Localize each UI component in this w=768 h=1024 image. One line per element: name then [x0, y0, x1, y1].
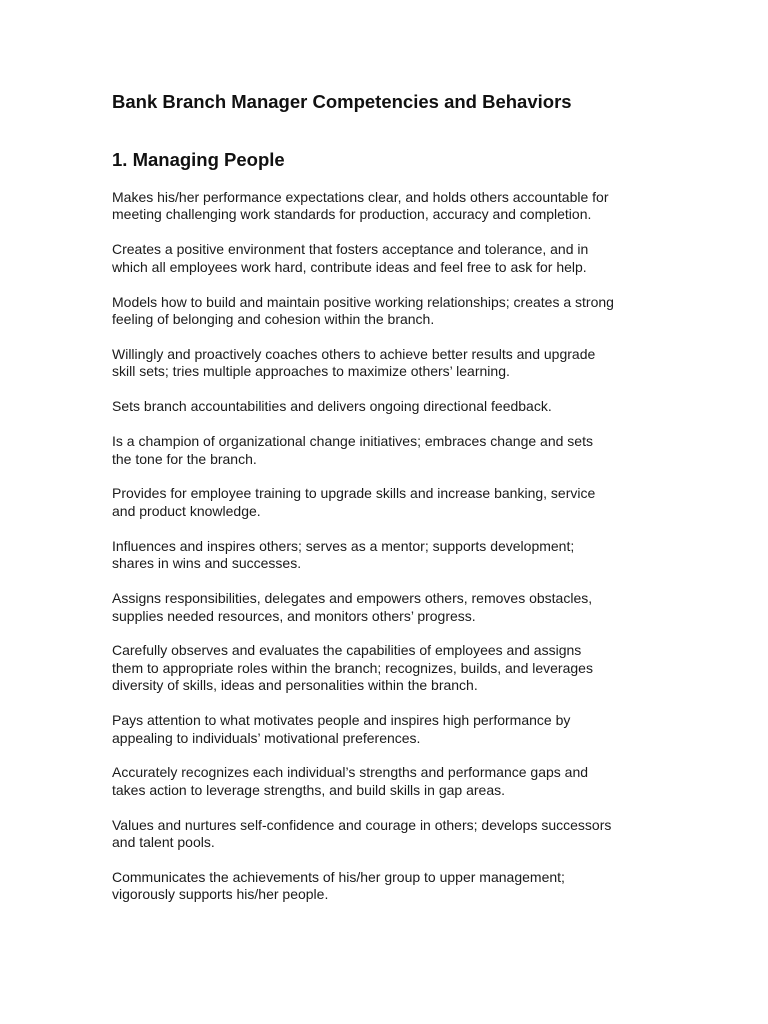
paragraph-list [112, 189, 672, 904]
paragraph: Influences and inspires others; serves as a mentor; supports development; shares in wins and successes. [112, 537, 575, 572]
paragraph: Makes his/her performance expectations clear, and holds others accountable for meeting challenging work standards for production, accuracy and completion. [112, 189, 609, 223]
paragraph: Willingly and proactively coaches others to achieve better results and upgrade skill sets; tries multiple approaches to maximize others’ learning. [112, 345, 596, 380]
paragraph: Communicates the achievements of his/her group to upper management; vigorously supports his/her people. [112, 869, 565, 903]
paragraph: Assigns responsibilities, delegates and empowers others, removes obstacles, supplies needed resources, and monitors others’ progress. [112, 590, 593, 624]
paragraph: Accurately recognizes each individual’s strengths and performance gaps and takes action to leverage strengths, and build skills in gap areas. [112, 764, 589, 798]
paragraph: Sets branch accountabilities and delivers ongoing directional feedback. [112, 398, 552, 415]
paragraph: Creates a positive environment that fosters acceptance and tolerance, and in which all employees work hard, contribute ideas and feel free to ask for help. [112, 241, 589, 275]
document-page [112, 90, 672, 921]
paragraph: Pays attention to what motivates people and inspires high performance by appealing to individuals’ motivational preferences. [112, 712, 571, 746]
paragraph: Carefully observes and evaluates the capabilities of employees and assigns them to appropriate roles within the branch; recognizes, builds, and leverages diversity of skills, ideas and personalities within the branch. [112, 642, 593, 694]
paragraph: Values and nurtures self-confidence and courage in others; develops successors and talent pools. [112, 816, 612, 851]
paragraph: Provides for employee training to upgrade skills and increase banking, service and product knowledge. [112, 485, 596, 519]
paragraph: Models how to build and maintain positive working relationships; creates a strong feeling of belonging and cohesion within the branch. [112, 293, 614, 328]
section-heading: 1. Managing People [112, 149, 285, 170]
paragraph: Is a champion of organizational change initiatives; embraces change and sets the tone for the branch. [112, 433, 593, 467]
document-title: Bank Branch Manager Competencies and Behaviors [112, 91, 572, 112]
